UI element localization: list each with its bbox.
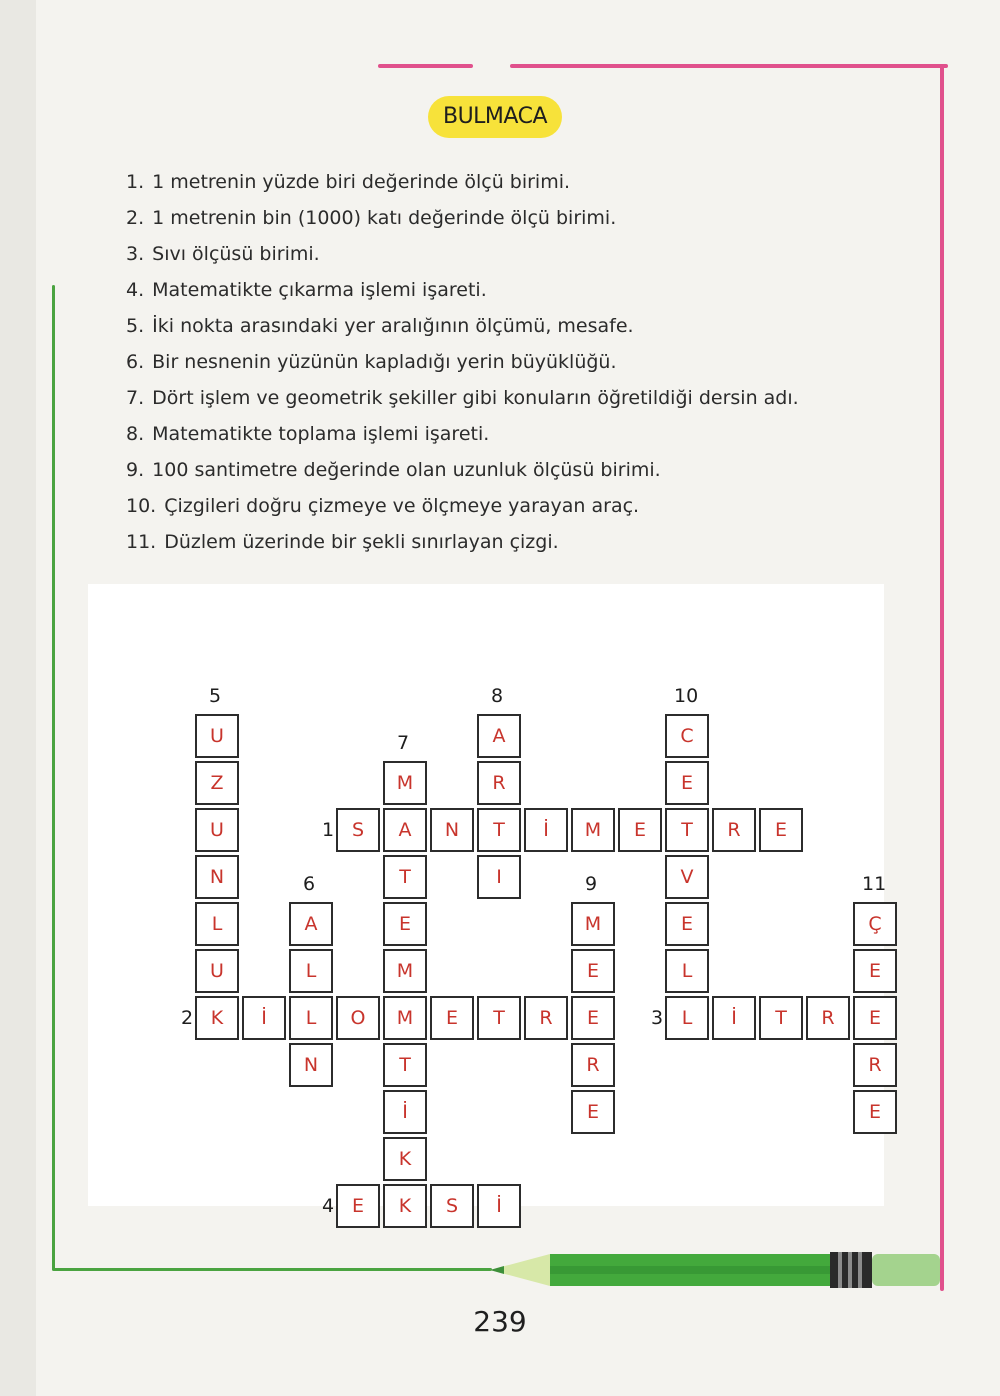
crossword-cell: N <box>195 855 239 899</box>
crossword-cell: T <box>383 855 427 899</box>
crossword-cell: N <box>430 808 474 852</box>
crossword-cell: E <box>759 808 803 852</box>
crossword-clue-number: 6 <box>303 873 316 895</box>
crossword-cell: C <box>665 714 709 758</box>
crossword-cell: A <box>477 714 521 758</box>
crossword-cell: E <box>853 949 897 993</box>
crossword-cell: E <box>383 902 427 946</box>
crossword-cell: L <box>195 902 239 946</box>
crossword-cell: N <box>289 1043 333 1087</box>
crossword-cell: E <box>571 996 615 1040</box>
crossword-cell: L <box>289 949 333 993</box>
crossword-cell: K <box>383 1137 427 1181</box>
clue-number: 10. <box>126 495 157 517</box>
page-title: BULMACA <box>428 96 562 138</box>
crossword-clue-number: 1 <box>322 819 335 841</box>
crossword-clue-number: 4 <box>322 1195 335 1217</box>
crossword-cell: T <box>477 808 521 852</box>
clue-number: 4. <box>126 279 145 301</box>
crossword-clue-number: 5 <box>209 685 222 707</box>
crossword-clue-number: 7 <box>397 732 410 754</box>
crossword-cell: E <box>336 1184 380 1228</box>
crossword-cell: M <box>571 902 615 946</box>
clue-list <box>126 164 799 560</box>
crossword-grid <box>88 584 887 1217</box>
clue-item <box>126 308 799 344</box>
crossword-cell: U <box>195 808 239 852</box>
clue-text: Sıvı ölçüsü birimi. <box>152 243 320 265</box>
page-edge <box>0 0 36 1396</box>
crossword-cell: L <box>665 949 709 993</box>
crossword-cell: L <box>289 996 333 1040</box>
crossword-cell: E <box>430 996 474 1040</box>
crossword-clue-number: 8 <box>491 685 504 707</box>
crossword-cell: Ç <box>853 902 897 946</box>
clue-item <box>126 272 799 308</box>
crossword-cell: R <box>524 996 568 1040</box>
pencil-icon <box>490 1248 942 1292</box>
crossword-cell: İ <box>477 1184 521 1228</box>
clue-item <box>126 200 799 236</box>
clue-number: 1. <box>126 171 145 193</box>
crossword-cell: E <box>571 1090 615 1134</box>
clue-text: 1 metrenin yüzde biri değerinde ölçü birimi. <box>152 171 571 193</box>
crossword-clue-number: 11 <box>862 873 887 895</box>
clue-number: 3. <box>126 243 145 265</box>
crossword-cell: E <box>665 761 709 805</box>
clue-item <box>126 452 799 488</box>
clue-number: 7. <box>126 387 145 409</box>
clue-text: 100 santimetre değerinde olan uzunluk ölçüsü birimi. <box>152 459 661 481</box>
crossword-cell: E <box>571 949 615 993</box>
crossword-cell: R <box>853 1043 897 1087</box>
clue-text: Matematikte toplama işlemi işareti. <box>152 423 490 445</box>
crossword-cell: M <box>383 996 427 1040</box>
clue-number: 9. <box>126 459 145 481</box>
crossword-cell: R <box>571 1043 615 1087</box>
clue-item <box>126 488 799 524</box>
page-number: 239 <box>473 1305 527 1338</box>
crossword-cell: T <box>665 808 709 852</box>
frame-bottom <box>52 1268 492 1271</box>
crossword-cell: İ <box>242 996 286 1040</box>
clue-text: Çizgileri doğru çizmeye ve ölçmeye yarayan araç. <box>164 495 640 517</box>
frame-top-left <box>378 64 473 68</box>
crossword-cell: K <box>195 996 239 1040</box>
clue-number: 11. <box>126 531 157 553</box>
crossword-cell: M <box>383 761 427 805</box>
clue-item <box>126 236 799 272</box>
crossword-cell: E <box>853 1090 897 1134</box>
crossword-cell: E <box>853 996 897 1040</box>
crossword-cell: T <box>477 996 521 1040</box>
crossword-cell: K <box>383 1184 427 1228</box>
crossword-cell: İ <box>383 1090 427 1134</box>
clue-text: Matematikte çıkarma işlemi işareti. <box>152 279 487 301</box>
crossword-cell: E <box>665 902 709 946</box>
crossword-cell: M <box>571 808 615 852</box>
crossword-cell: R <box>806 996 850 1040</box>
clue-item <box>126 380 799 416</box>
crossword-cell: T <box>383 1043 427 1087</box>
clue-number: 6. <box>126 351 145 373</box>
frame-left <box>52 285 55 1270</box>
crossword-clue-number: 3 <box>651 1007 664 1029</box>
crossword-cell: L <box>665 996 709 1040</box>
crossword-cell: İ <box>712 996 756 1040</box>
clue-text: Düzlem üzerinde bir şekli sınırlayan çizgi. <box>164 531 559 553</box>
crossword-cell: V <box>665 855 709 899</box>
clue-text: 1 metrenin bin (1000) katı değerinde ölçü birimi. <box>152 207 617 229</box>
crossword-cell: T <box>759 996 803 1040</box>
crossword-cell: I <box>477 855 521 899</box>
crossword-cell: A <box>289 902 333 946</box>
crossword-cell: A <box>383 808 427 852</box>
crossword-cell: R <box>477 761 521 805</box>
crossword-cell: O <box>336 996 380 1040</box>
crossword-cell: İ <box>524 808 568 852</box>
crossword-cell: E <box>618 808 662 852</box>
clue-item <box>126 164 799 200</box>
clue-number: 5. <box>126 315 145 337</box>
clue-text: Bir nesnenin yüzünün kapladığı yerin büyüklüğü. <box>152 351 617 373</box>
crossword-clue-number: 2 <box>181 1007 194 1029</box>
clue-text: Dört işlem ve geometrik şekiller gibi konuların öğretildiği dersin adı. <box>152 387 799 409</box>
clue-number: 2. <box>126 207 145 229</box>
frame-right <box>940 66 944 1291</box>
clue-item <box>126 416 799 452</box>
clue-number: 8. <box>126 423 145 445</box>
frame-top <box>510 64 948 68</box>
crossword-cell: S <box>430 1184 474 1228</box>
crossword-clue-number: 10 <box>674 685 699 707</box>
crossword-cell: Z <box>195 761 239 805</box>
crossword-cell: U <box>195 949 239 993</box>
crossword-cell: S <box>336 808 380 852</box>
crossword-clue-number: 9 <box>585 873 598 895</box>
crossword-cell: M <box>383 949 427 993</box>
crossword-cell: U <box>195 714 239 758</box>
clue-item <box>126 344 799 380</box>
clue-text: İki nokta arasındaki yer aralığının ölçümü, mesafe. <box>152 315 634 337</box>
crossword-cell: R <box>712 808 756 852</box>
clue-item <box>126 524 799 560</box>
